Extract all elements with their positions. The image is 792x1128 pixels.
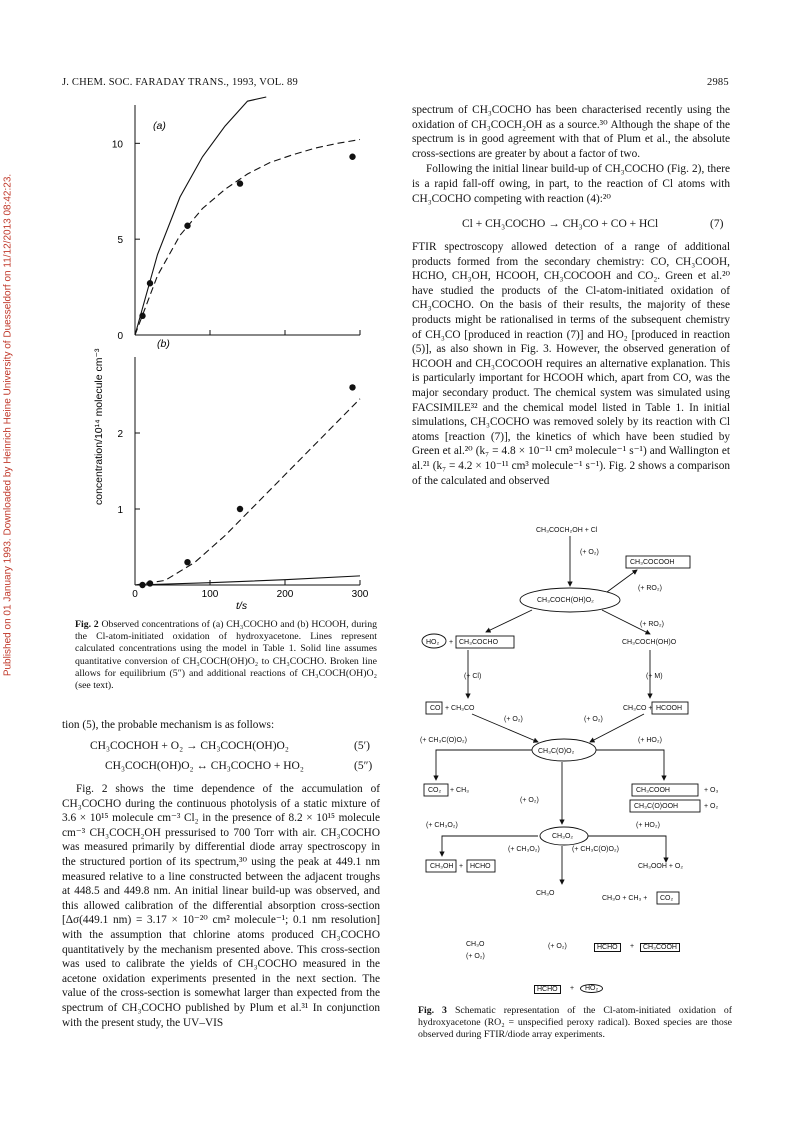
- figure-2-caption: [75, 619, 377, 692]
- scheme-co: CO: [430, 705, 441, 712]
- data-point: [349, 154, 355, 160]
- scheme-o2-label-d: (+ O₂): [520, 797, 539, 804]
- data-point: [237, 506, 243, 512]
- solid-model-line: [135, 97, 266, 335]
- figure-2-plot-area: [112, 97, 369, 600]
- equation-5-double-prime: CH₃COCH(OH)O₂ ↔ CH₃COCHO + HO₂: [105, 760, 304, 772]
- left-column-lead: [62, 718, 380, 734]
- paragraph: Fig. 2 shows the time dependence of the accumulation of CH₃COCHO during the continuous photolysis of a static mixture of 3.6 × 10¹⁵ molecule cm⁻³ Cl₂ in the presence of 8.2 × 10¹⁵ molecule cm⁻³ CH₃COCH₂OH pressurised to 700 Torr with air. CH₃COCHO was measured primarily by differential diode array spectroscopy in the structured portion of its spectrum,³⁰ using the peak at 449.1 nm measured relative to a line constructed between the adjacent troughs at 448.5 and 449.8 nm. An initial linear build-up was observed, and this allowed calibration of the differential absorption cross-section [Δσ(449.1 nm) = 3.17 × 10⁻²⁰ cm² molecule⁻¹; 0.1 nm resolution] with the assumption that chlorine atoms produced CH₃COCHO quantitatively by the mechanism presented above. This cross-section was used to calibrate the yields of CH₃COCHO measured in the acetone oxidation experiments presented in the next section. The value of the cross-section is somewhat larger than expected from the spectrum of CH₃COCHO published by Plum et al.³¹ In conjunction with the present study, the UV–VIS: [62, 783, 380, 1029]
- y-tick-label: 10: [111, 139, 123, 151]
- data-point: [237, 180, 243, 186]
- figure-2-chart: [60, 95, 380, 610]
- scheme-o2-label-c: (+ O₂): [584, 716, 603, 723]
- dashed-model-line: [135, 140, 360, 336]
- scheme-o2-label-b: (+ O₂): [504, 716, 523, 723]
- figure-2-caption-label: Fig. 2: [75, 619, 99, 630]
- scheme-hcho-2: HCHO: [594, 943, 621, 952]
- journal-header: J. CHEM. SOC. FARADAY TRANS., 1993, VOL. 89: [62, 77, 298, 88]
- scheme-hcooh: HCOOH: [656, 705, 683, 712]
- paragraph: FTIR spectroscopy allowed detection of a range of additional products formed from the secondary chemistry: CO, CH₃COOH, HCHO, CH₃OH, HCOOH, CH₃COCOOH and CO₂. Green et al.²⁰ have studied the products of the Cl-atom-initiated oxidation of CH₃COCHO. On the basis of their results, the majority of these products might be rationalised in terms of the subsequent chemistry of CH₃CO [produced in reaction (7)] and HO₂ [produced in reaction (5)], as also shown in Fig. 3. However, the observed generation of HCOOH and CH₃COCOOH requires an alternative explanation. This is particularly important for HCOOH which, apart from CO, was the major secondary product. The chemical system was simulated using FACSIMILE³² and the chemical model listed in Table 1. In initial simulations, CH₃COCHO was removed solely by its reaction with Cl atoms [reaction (7)], the kinetics of which have been studied by Green et al.²⁰ (k₇ = 4.8 × 10⁻¹¹ cm³ molecule⁻¹ s⁻¹) and Wallington et al.²¹ (k₇ = 4.2 × 10⁻¹¹ cm³ molecule⁻¹ s⁻¹). Fig. 2 shows a comparison of the calculated and observed: [412, 241, 730, 487]
- data-point: [349, 384, 355, 390]
- scheme-co2-b: CO₂: [660, 895, 674, 902]
- scheme-ro2-label-b: (+ RO₂): [640, 621, 664, 628]
- y-axis-label: concentration/10¹⁴ molecule cm⁻³: [93, 348, 105, 505]
- scheme-plus-d: +: [570, 985, 575, 992]
- y-tick-label: 2: [117, 429, 123, 440]
- scheme-ho2: HO₂: [426, 639, 440, 646]
- x-tick-label: 200: [276, 589, 294, 600]
- panel-b-label: (b): [157, 338, 170, 350]
- equation-5-prime-number: (5′): [354, 740, 370, 752]
- scheme-hcho-3: HCHO: [534, 985, 561, 994]
- scheme-o2-label-g: (+ O₂): [548, 943, 567, 950]
- figure-3-caption: [418, 1005, 732, 1042]
- scheme-ch3o: CH₃O: [466, 941, 485, 948]
- equation-7: Cl + CH₃COCHO → CH₃CO + CO + HCl: [462, 218, 659, 230]
- scheme-hcho: HCHO: [470, 863, 491, 870]
- equation-5-double-prime-number: (5″): [354, 760, 373, 772]
- scheme-ho2-label-c: (+ HO₂): [636, 822, 660, 829]
- paragraph: spectrum of CH₃COCHO has been characterised recently using the oxidation of CH₃COCH₂OH as a source.³⁰ Although the shape of the spectrum is in good agreement with that of Plum et al., the absolute cross-sections are greater by about a factor of two.: [412, 104, 730, 160]
- scheme-ch3ooh: CH₃OOH + O₂: [638, 863, 684, 870]
- scheme-ch3: + CH₃: [450, 787, 469, 794]
- scheme-o3: + O₃: [704, 787, 719, 794]
- scheme-bottom-products: CH₃O + CH₃ +: [602, 895, 648, 902]
- figure-2-caption-text: Observed concentrations of (a) CH₃COCHO and (b) HCOOH, during the Cl-atom-initiated oxidation of hydroxyacetone. Lines represent calculated concentrations using the model in Table 1. Solid line assumes quantitative conversion of CH₃COCH(OH)O₂ to CH₃COCHO. Broken line allows for equilibrium (5″) and additional reactions of CH₃COCH(OH)O₂ (see text).: [75, 619, 378, 692]
- scheme-ch3cooh-2: CH₃COOH: [640, 943, 680, 952]
- y-tick-label: 0: [117, 331, 123, 342]
- scheme-o2-e: + O₂: [704, 803, 719, 810]
- page-number: 2985: [707, 77, 729, 88]
- x-tick-label: 0: [132, 589, 138, 600]
- y-tick-label: 5: [117, 235, 123, 247]
- figure-3-scheme: [412, 518, 732, 918]
- equation-5-prime: CH₃COCHOH + O₂ → CH₃COCH(OH)O₂: [90, 740, 289, 752]
- y-tick-label: 1: [117, 505, 123, 516]
- data-point: [184, 559, 190, 565]
- scheme-co2: CO₂: [428, 787, 442, 794]
- equation-7-number: (7): [710, 218, 724, 230]
- scheme-peroxy-radical: CH₃COCH(OH)O₂: [537, 597, 594, 604]
- scheme-ch3cooh: CH₃COOH: [636, 787, 670, 794]
- paragraph: tion (5), the probable mechanism is as follows:: [62, 719, 275, 731]
- paragraph: Following the initial linear build-up of CH₃COCHO (Fig. 2), there is a rapid fall-off owing, in part, to the reaction of Cl atoms with CH₃COCHO competing with reaction (4):²⁰: [412, 163, 730, 205]
- scheme-reactants: CH₃COCH₂OH + Cl: [536, 527, 598, 534]
- figure-3-caption-label: Fig. 3: [418, 1005, 447, 1016]
- scheme-ch3oh: CH₃OH: [430, 863, 454, 870]
- scheme-ch3o2: CH₃O₂: [552, 833, 574, 840]
- right-column-body: [412, 240, 730, 489]
- scheme-acylperoxy-source: (+ CH₃C(O)O₂): [420, 737, 467, 744]
- x-axis-label: t/s: [236, 600, 248, 610]
- scheme-plus-c: +: [630, 943, 635, 950]
- figure-3-caption-text: Schematic representation of the Cl-atom-initiated oxidation of hydroxyacetone (RO₂ = unspecified peroxy radical). Boxed species are those observed during FTIR/diode array experiments.: [418, 1005, 732, 1041]
- scheme-ch3o2-source: (+ CH₃O₂): [426, 822, 458, 829]
- scheme-ch3cocho: CH₃COCHO: [459, 639, 499, 646]
- scheme-cl-label: (+ Cl): [464, 673, 482, 680]
- scheme-o2-label: (+ O₂): [580, 549, 599, 556]
- download-notice: [2, 165, 14, 685]
- dashed-model-line: [135, 399, 360, 585]
- scheme-ch3cocooh: CH₃COCOOH: [630, 559, 675, 566]
- scheme-ch3co-b: CH₃CO +: [623, 705, 653, 712]
- scheme-m-label: (+ M): [646, 673, 663, 680]
- scheme-ch3o-label: CH₃O: [536, 890, 555, 897]
- scheme-acylperoxy-radical: CH₃C(O)O₂: [538, 748, 575, 755]
- scheme-ho2-label-b: (+ HO₂): [638, 737, 662, 744]
- x-tick-label: 300: [351, 589, 369, 600]
- scheme-plus-b: +: [459, 863, 464, 870]
- scheme-acyl-source-2: (+ CH₃C(O)O₂): [572, 846, 619, 853]
- right-column-top: [412, 103, 730, 207]
- panel-a-label: (a): [153, 120, 166, 132]
- solid-model-line: [135, 576, 360, 585]
- x-tick-label: 100: [201, 589, 219, 600]
- left-column-body: [62, 782, 380, 1031]
- scheme-ch3co-a: + CH₃CO: [445, 705, 475, 712]
- scheme-o2-label-f: (+ O₂): [466, 953, 485, 960]
- scheme-ch3o2-source-2: (+ CH₃O₂): [508, 846, 540, 853]
- download-notice-text: Published on 01 January 1993. Downloaded by Heinrich Heine University of Duesseldorf on 11/12/2013 08:42:23.: [2, 173, 14, 677]
- scheme-ro2-label-a: (+ RO₂): [638, 585, 662, 592]
- scheme-plus: +: [449, 639, 454, 646]
- scheme-ho2-d: HO₂: [580, 984, 603, 993]
- scheme-peracid: CH₃C(O)OOH: [634, 803, 679, 810]
- scheme-alkoxy-radical: CH₃COCH(OH)O: [622, 639, 677, 646]
